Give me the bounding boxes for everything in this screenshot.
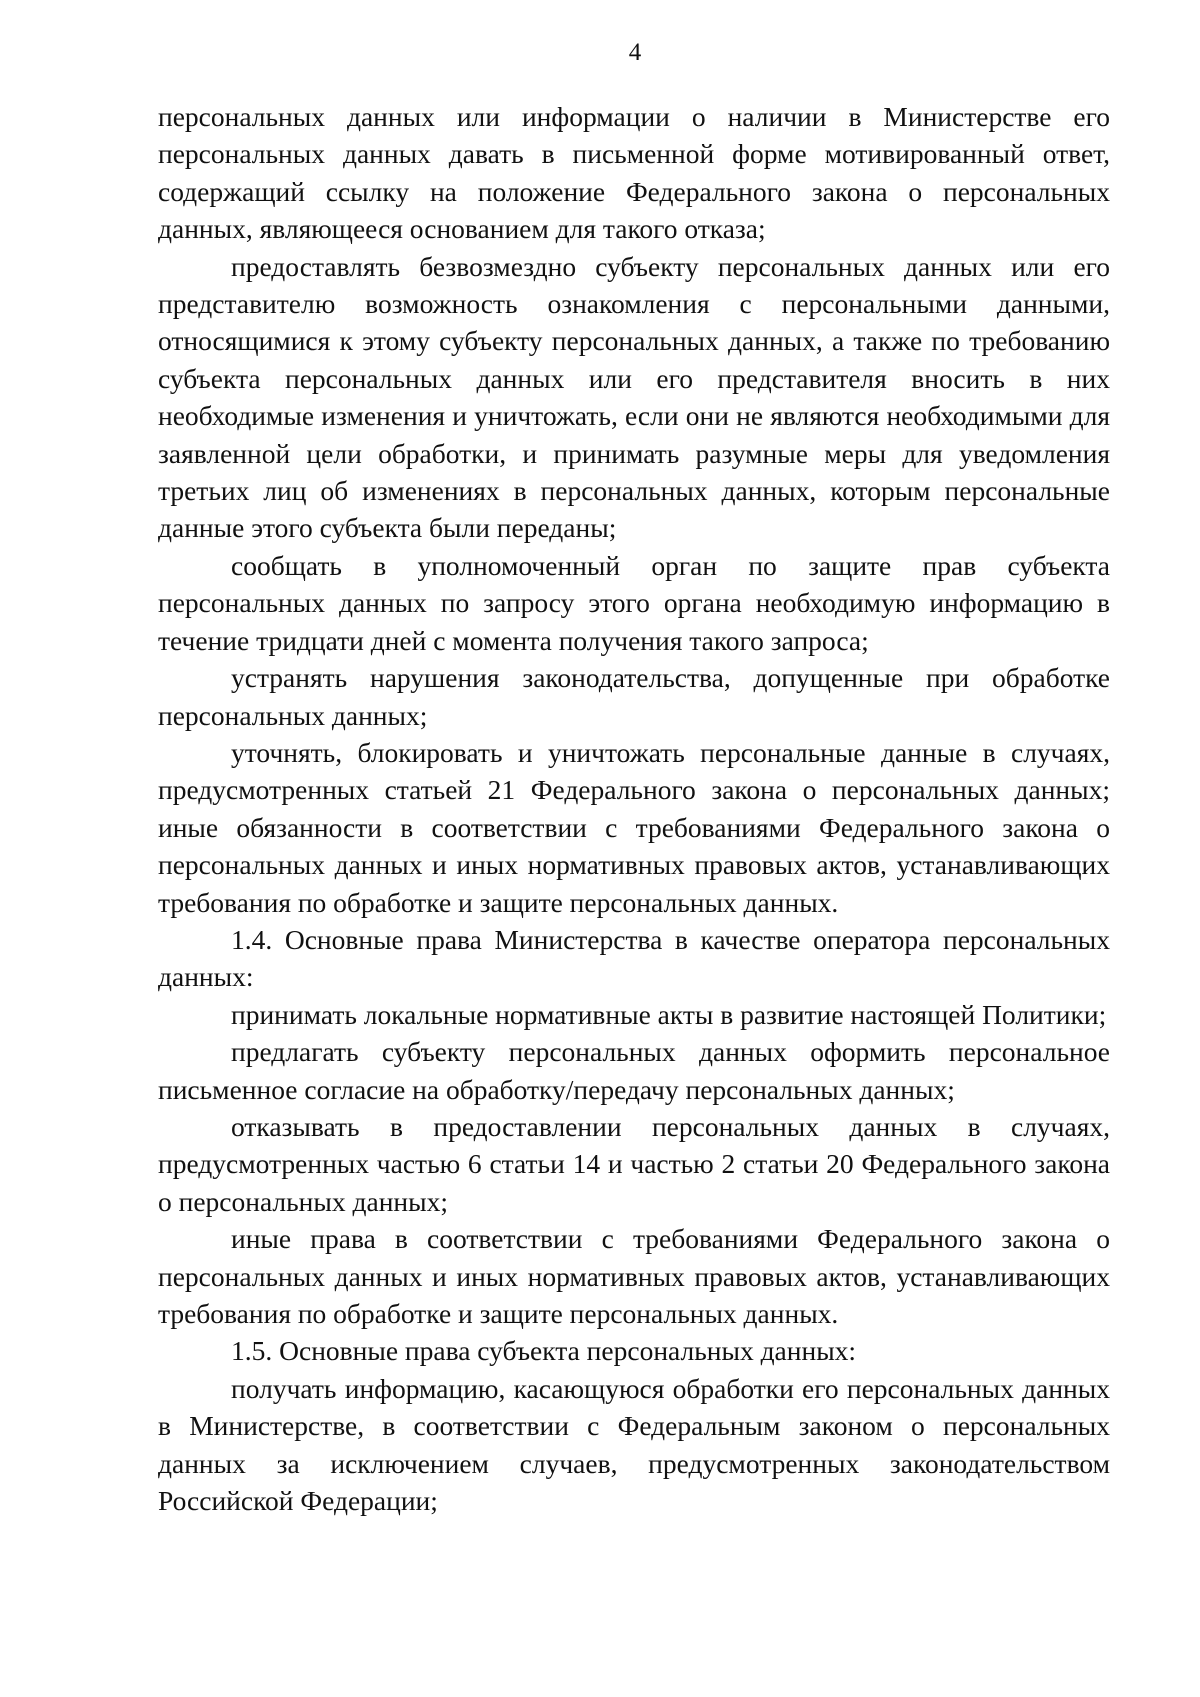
paragraph-local-acts: принимать локальные нормативные акты в развитие настоящей Политики; [231, 998, 1107, 1030]
paragraph-refusal-answer: персональных данных или информации о наличии в Министерстве его персональных данных давать в письменной форме мотивированный ответ, содержащий ссылку на положение Федерального закона о персональных данных, являющееся основанием для такого отказа; [158, 101, 1110, 245]
paragraph-offer-consent: предлагать субъекту персональных данных оформить персональное письменное согласие на обработку/передачу персональных данных; [158, 1036, 1110, 1105]
document-body [158, 98, 1110, 1519]
paragraph-eliminate-violations: устранять нарушения законодательства, допущенные при обработке персональных данных; [158, 662, 1110, 731]
section-1-5-heading: 1.5. Основные права субъекта персональных данных: [231, 1335, 857, 1367]
paragraph-refuse-provision: отказывать в предоставлении персональных данных в случаях, предусмотренных частью 6 статьи 14 и частью 2 статьи 20 Федерального закона о персональных данных; [158, 1110, 1110, 1217]
paragraph-inform-authority: сообщать в уполномоченный орган по защите прав субъекта персональных данных по запросу этого органа необходимую информацию в течение тридцати дней с момента получения такого запроса; [158, 549, 1110, 656]
page-number: 4 [628, 39, 642, 66]
paragraph-receive-information: получать информацию, касающуюся обработки его персональных данных в Министерстве, в соответствии с Федеральным законом о персональных данных за исключением случаев, предусмотренных законодательством Российской Федерации; [158, 1372, 1110, 1517]
paragraph-other-rights: иные права в соответствии с требованиями Федерального закона о персональных данных и иных нормативных правовых актов, устанавливающих требования по обработке и защите персональных данных. [158, 1223, 1110, 1329]
section-1-4-heading: 1.4. Основные права Министерства в качестве оператора персональных данных: [158, 923, 1110, 993]
paragraph-provide-access: предоставлять безвозмездно субъекту персональных данных или его представителю возможность ознакомления с персональными данными, относящимися к этому субъекту персональных данных, а также по требованию субъекта персональных данных или его представителя вносить в них необходимые изменения и уничтожать, если они не являются необходимыми для заявленной цели обработки, и принимать разумные меры для уведомления третьих лиц об изменениях в персональных данных, которым персональные данные этого субъекта были переданы; [158, 250, 1110, 544]
paragraph-clarify-block-destroy: уточнять, блокировать и уничтожать персональные данные в случаях, предусмотренных статьей 21 Федерального закона о персональных данных; иные обязанности в соответствии с требованиями Федерального закона о персональных данных и иных нормативных правовых актов, устанавливающих требования по обработке и защите персональных данных. [158, 736, 1110, 918]
